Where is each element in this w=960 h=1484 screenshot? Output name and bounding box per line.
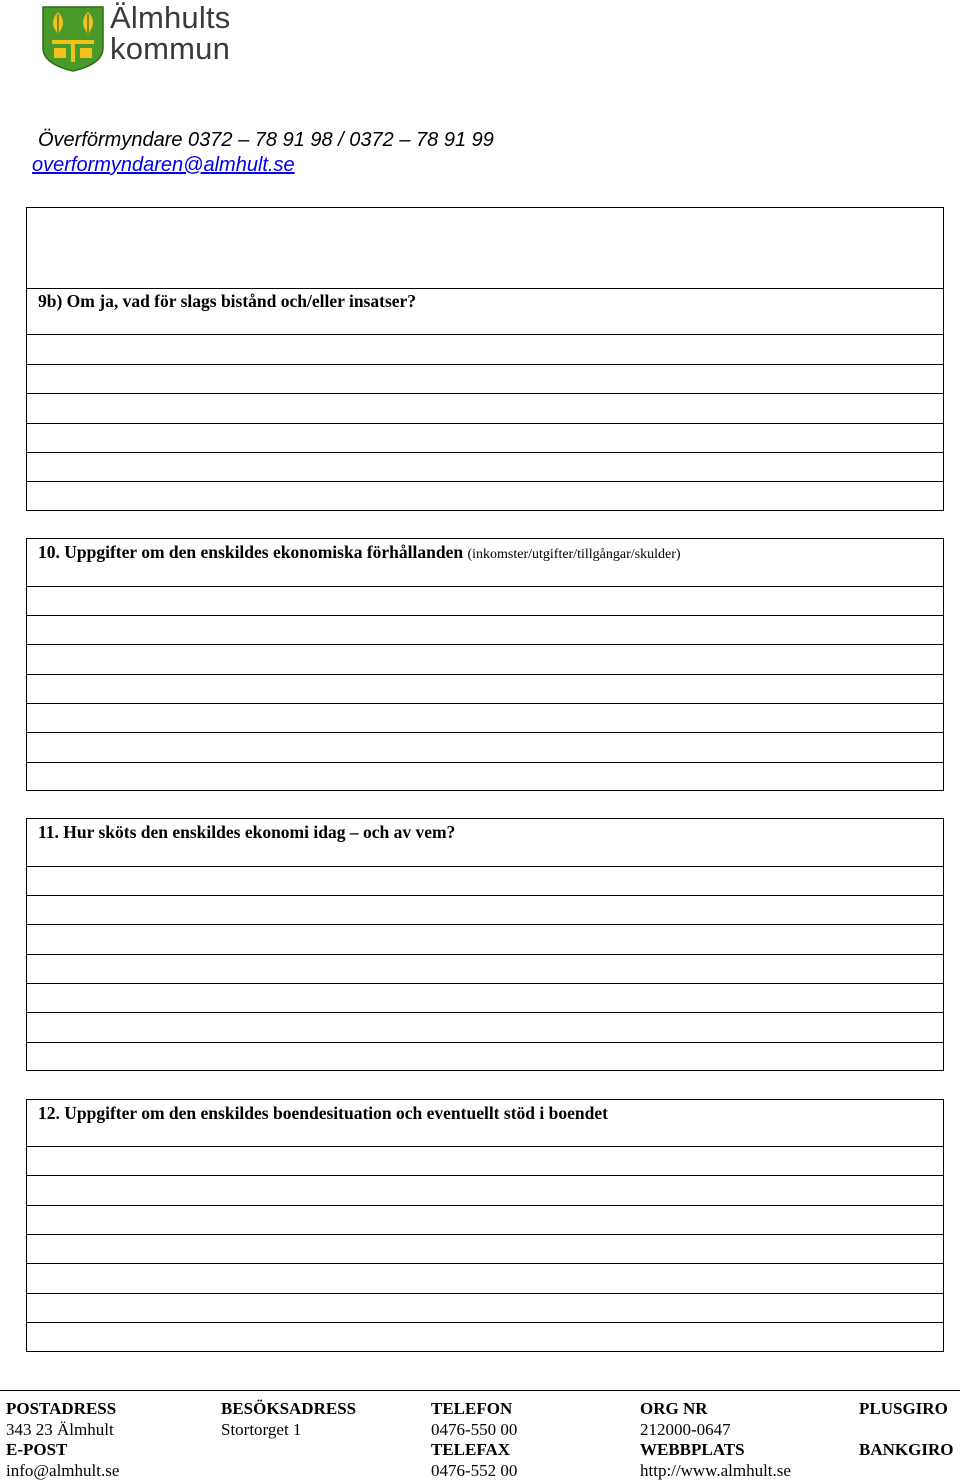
footer-label-plusgiro: PLUSGIRO: [859, 1399, 948, 1418]
section-12-box: [26, 1099, 944, 1352]
contact-phone: Överförmyndare 0372 – 78 91 98 / 0372 – 78 91 99: [38, 129, 494, 151]
heading-note: (inkomster/utgifter/tillgångar/skulder): [467, 547, 681, 562]
contact-email-link[interactable]: overformyndaren@almhult.se: [32, 154, 295, 176]
footer-label-telefax: TELEFAX: [431, 1440, 511, 1459]
section-heading-12: [38, 1103, 608, 1124]
footer-label-epost: E-POST: [6, 1440, 68, 1459]
footer-divider: [0, 1390, 960, 1391]
heading-text: 12. Uppgifter om den enskildes boendesituation och eventuellt stöd i boendet: [38, 1103, 608, 1123]
section-9a-continuation-box: [26, 207, 944, 511]
logo-text-line2: kommun: [110, 31, 231, 66]
footer-row-values-1: [6, 1420, 960, 1441]
footer-label-org-nr: ORG NR: [640, 1399, 708, 1418]
footer-label-webbplats: WEBBPLATS: [640, 1440, 745, 1459]
footer-label-postadress: POSTADRESS: [6, 1399, 117, 1418]
footer-row-values-2: [6, 1461, 960, 1482]
footer-value-besoksadress: Stortorget 1: [221, 1419, 302, 1439]
footer: [6, 1399, 960, 1481]
footer-value-postadress: 343 23 Älmhult: [6, 1419, 114, 1439]
footer-value-webbplats[interactable]: http://www.almhult.se: [640, 1460, 791, 1480]
footer-row-labels-2: [6, 1440, 960, 1461]
section-10-box: [26, 538, 944, 791]
footer-value-epost[interactable]: info@almhult.se: [6, 1460, 120, 1480]
footer-value-telefax: 0476-552 00: [431, 1460, 518, 1480]
section-heading-11: [38, 822, 455, 843]
footer-label-telefon: TELEFON: [431, 1399, 513, 1418]
heading-text: 9b) Om ja, vad för slags bistånd och/eller insatser?: [38, 291, 417, 311]
logo-text-line1: Älmhults: [110, 0, 231, 35]
section-heading-9b: [38, 291, 416, 312]
contact-block: [32, 128, 494, 178]
footer-label-besoksadress: BESÖKSADRESS: [221, 1399, 357, 1418]
footer-row-labels-1: [6, 1399, 960, 1420]
section-heading-10: [38, 542, 681, 563]
heading-text: 11. Hur sköts den enskildes ekonomi idag – och av vem?: [38, 822, 456, 842]
logo-wordmark: [110, 2, 230, 64]
municipality-logo: [40, 0, 250, 72]
heading-text: 10. Uppgifter om den enskildes ekonomiska förhållanden: [38, 542, 464, 562]
coat-of-arms-icon: [40, 4, 106, 72]
footer-value-telefon: 0476-550 00: [431, 1419, 518, 1439]
section-11-box: [26, 818, 944, 1071]
footer-value-org-nr: 212000-0647: [640, 1419, 731, 1439]
footer-label-bankgiro: BANKGIRO: [859, 1440, 954, 1459]
